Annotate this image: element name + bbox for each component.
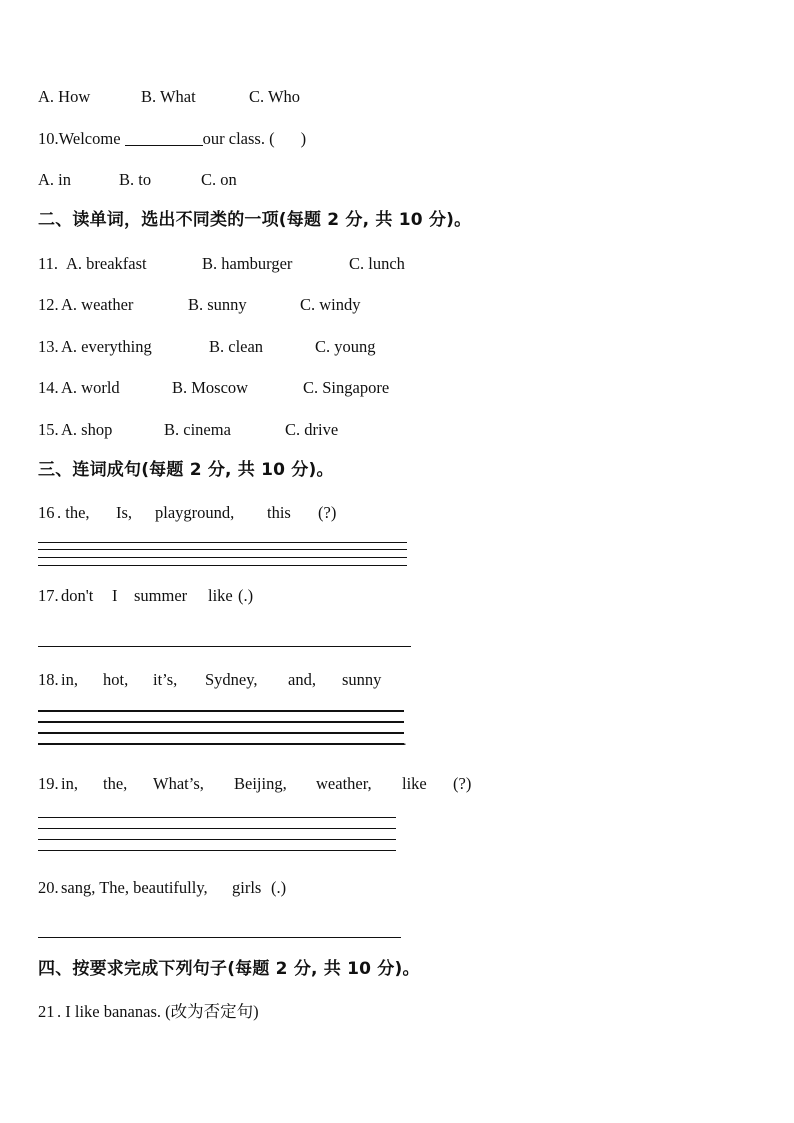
q19-word: (?) — [453, 774, 472, 793]
answer-line — [38, 710, 404, 712]
q9-option-b: B. What — [141, 87, 196, 106]
q16-word: Is, — [116, 503, 133, 522]
q19-word: the, — [103, 774, 128, 793]
q16-word: (?) — [318, 503, 337, 522]
q18-word: sunny — [342, 670, 382, 689]
q15-option-b: B. cinema — [164, 420, 231, 439]
q14-option-b: B. Moscow — [172, 378, 249, 397]
q12-option-b: B. sunny — [188, 295, 247, 314]
q18-number: 18. — [38, 670, 59, 689]
q19-word: like — [402, 774, 427, 793]
q19-word: in, — [61, 774, 78, 793]
section-4-title: 四、按要求完成下列句子(每题 2 分, 共 10 分)。 — [38, 959, 420, 979]
q18-word: hot, — [103, 670, 129, 689]
answer-line — [38, 817, 396, 818]
answer-line — [38, 721, 404, 723]
q13-option-c: C. young — [315, 337, 376, 356]
q17-word: like — [208, 586, 233, 605]
q18-word: and, — [288, 670, 316, 689]
q14-option-a: A. world — [61, 378, 120, 397]
q10-option-b: B. to — [119, 170, 152, 189]
answer-line — [38, 542, 407, 543]
answer-line — [38, 828, 396, 829]
q16-word: this — [267, 503, 291, 522]
q14-number: 14. — [38, 378, 59, 397]
q18-word: in, — [61, 670, 78, 689]
q10-prefix: 10.Welcome — [38, 129, 125, 148]
answer-line — [38, 565, 407, 566]
q16-number: 16 — [38, 503, 55, 522]
answer-line — [38, 557, 407, 558]
q9-option-a: A. How — [38, 87, 91, 106]
question-10 — [38, 131, 306, 148]
q18-period: . — [403, 734, 407, 749]
q20-word: sang, The, beautifully, — [61, 878, 208, 897]
q11-option-a: A. breakfast — [66, 254, 147, 273]
q21-number: 21 — [38, 1002, 55, 1021]
q17-word: don't — [61, 586, 94, 605]
q18-word: it’s, — [153, 670, 178, 689]
q18-word: Sydney, — [205, 670, 258, 689]
section-2-title: 二、读单词，选出不同类的一项(每题 2 分, 共 10 分)。 — [38, 210, 472, 230]
q19-word: Beijing, — [234, 774, 287, 793]
q11-number: 11. — [38, 254, 63, 273]
q11-option-c: C. lunch — [349, 254, 405, 273]
section-3-title: 三、连词成句(每题 2 分, 共 10 分)。 — [38, 460, 334, 480]
q13-option-b: B. clean — [209, 337, 264, 356]
answer-line — [38, 850, 396, 851]
q10-option-c: C. on — [201, 170, 237, 189]
q17-word: summer — [134, 586, 188, 605]
q12-option-a: A. weather — [61, 295, 134, 314]
q20-word: (.) — [271, 878, 287, 897]
q10-option-a: A. in — [38, 170, 71, 189]
answer-line — [38, 937, 401, 938]
q9-option-c: C. Who — [249, 87, 301, 106]
q12-option-c: C. windy — [300, 295, 361, 314]
q21-text: . I like bananas. (改为否定句) — [57, 1002, 259, 1021]
answer-line — [38, 743, 404, 745]
answer-line — [38, 646, 411, 647]
q20-number: 20. — [38, 878, 59, 897]
q17-word: I — [112, 586, 118, 605]
q19-word: What’s, — [153, 774, 204, 793]
answer-line — [38, 732, 404, 734]
q17-word: (.) — [238, 586, 254, 605]
q14-option-c: C. Singapore — [303, 378, 390, 397]
answer-line — [38, 839, 396, 840]
answer-line — [38, 549, 407, 550]
q15-number: 15. — [38, 420, 59, 439]
q10-suffix: our class. ( — [202, 129, 275, 148]
q10-blank[interactable] — [125, 131, 203, 146]
q19-number: 19. — [38, 774, 59, 793]
q17-number: 17. — [38, 586, 59, 605]
q13-option-a: A. everything — [61, 337, 152, 356]
q13-number: 13. — [38, 337, 59, 356]
q15-option-c: C. drive — [285, 420, 339, 439]
q12-number: 12. — [38, 295, 59, 314]
q16-word: . the, — [57, 503, 90, 522]
q20-word: girls — [232, 878, 262, 897]
q15-option-a: A. shop — [61, 420, 113, 439]
q16-word: playground, — [155, 503, 235, 522]
q19-word: weather, — [316, 774, 372, 793]
q10-close: ) — [300, 129, 307, 148]
q11-option-b: B. hamburger — [202, 254, 293, 273]
